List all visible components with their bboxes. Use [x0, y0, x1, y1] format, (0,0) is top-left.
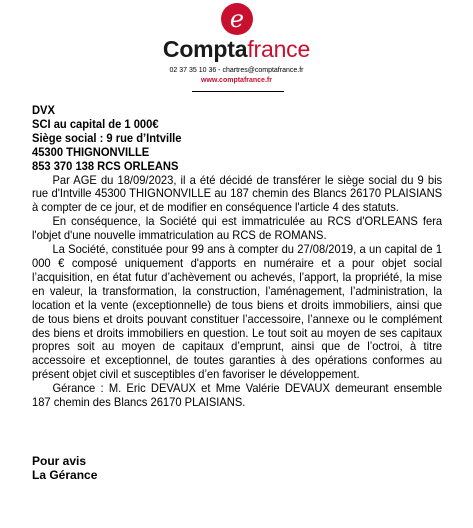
brand-part-1: Compta [162, 36, 248, 62]
signature-block [32, 454, 97, 482]
closing-pour-avis: Pour avis [32, 454, 87, 468]
company-form-capital: SCI au capital de 1 000€ [32, 116, 159, 131]
header-divider [192, 91, 284, 92]
comptafrance-logo-icon [221, 3, 253, 35]
office-postcode-city: 45300 THIGNONVILLE [32, 144, 150, 159]
paragraph-management: Gérance : M. Eric DEVAUX et Mme Valérie DEVAUX demeurant ensemble 187 chemin des Blancs 26170 PLAISIANS. [32, 381, 443, 410]
header [0, 0, 473, 100]
rcs-number: 853 370 138 RCS ORLEANS [32, 158, 179, 173]
legal-notice [32, 104, 442, 410]
company-name: DVX [32, 103, 55, 117]
registered-office: Siège social : 9 rue d’Intville [32, 130, 182, 145]
logo-letter: e [229, 5, 245, 33]
paragraph-transfer: Par AGE du 18/09/2023, il a été décidé de transférer le siège social du 9 bis rue d'Intville 45300 THIGNONVILLE au 187 chemin des Blancs 26170 PLAISIANS à compter de ce jour, et de modifier en conséquence l'article 4 des statuts. [32, 172, 443, 215]
paragraph-registration: En conséquence, la Société qui est immatriculée au RCS d'ORLEANS fera l'objet d'une nouvelle immatriculation au RCS de ROMANS. [32, 214, 443, 243]
closing-gerance: La Gérance [32, 468, 98, 482]
paragraph-company-purpose: La Société, constituée pour 99 ans à compter du 27/08/2019, a un capital de 1 000 € composé uniquement d'apports en numéraire et a pour objet social l’acquisition, en état futur d’achèvement ou achevés, l’apport, la propriété, la mise en valeur, la transformation, la construction, l’aménagement, l’administration, la location et la vente (exceptionnelle) de tous biens et droits immobiliers, ainsi que de tous biens et droits pouvant constituer l’accessoire, l’annexe ou le complément des biens et droits immobiliers en question. Le tout soit au moyen de ses capitaux propres soit au moyen de capitaux d’emprunt, ainsi que de l’octroi, à titre accessoire et exceptionnel, de toutes garanties à des opérations conformes au présent objet civil et susceptibles d’en favoriser le développement. [32, 242, 443, 382]
contact-line: 02 37 35 10 36 - chartres@comptafrance.fr [169, 67, 304, 74]
brand-part-2: france [247, 36, 311, 62]
website-link[interactable]: www.comptafrance.fr [201, 77, 272, 84]
brand-name [0, 36, 473, 62]
